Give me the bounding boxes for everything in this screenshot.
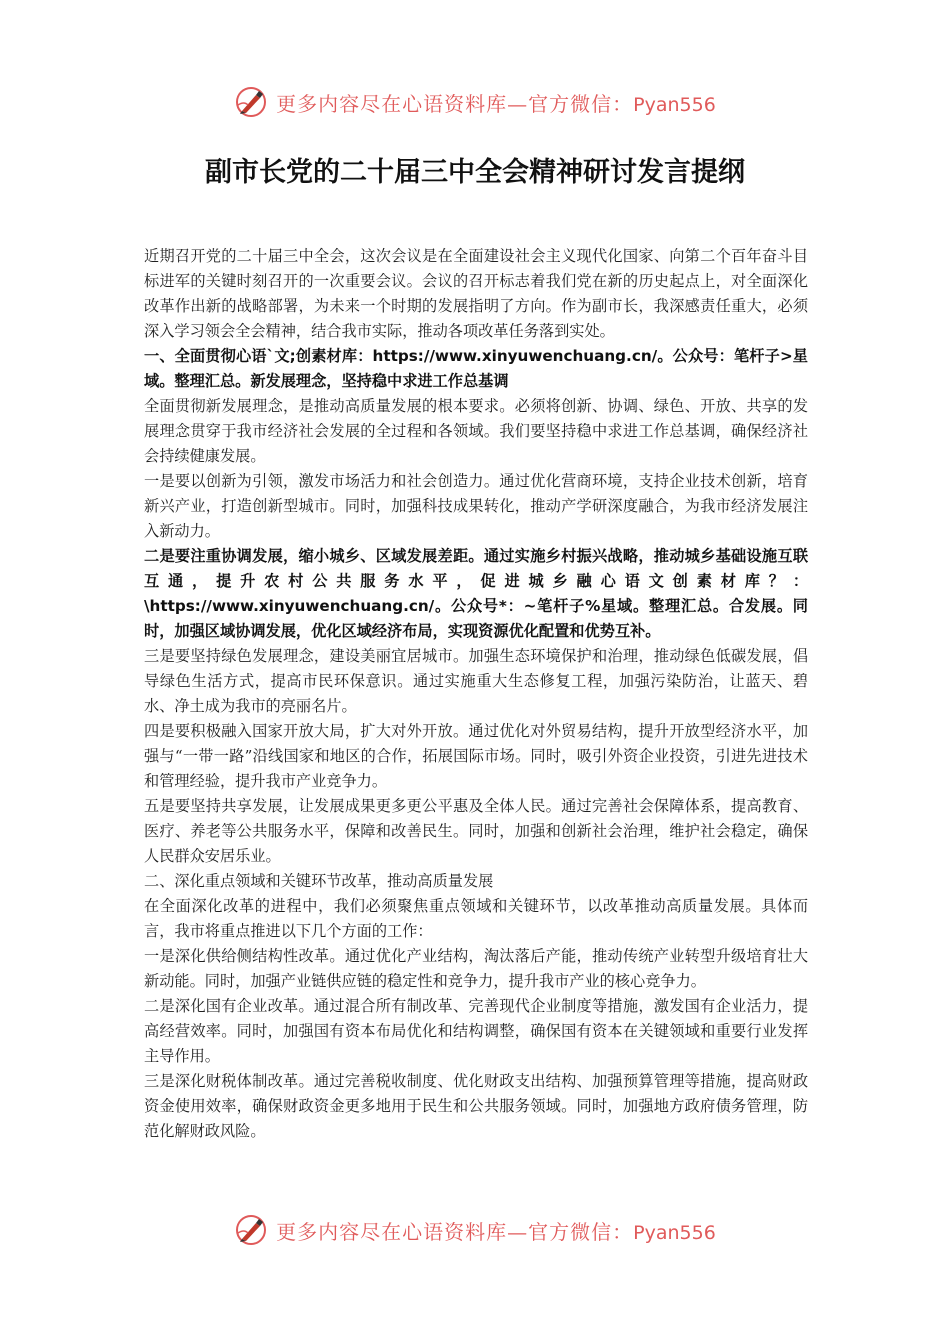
bold-paragraph: 二是要注重协调发展，缩小城乡、区域发展差距。通过实施乡村振兴战略，推动城乡基础设施互联互通，提升农村公共服务水平，促进城乡融心语文创素材库？：\https://www.xinyuwenchuang.cn/。公众号*：~笔杆子%星域。整理汇总。合发展。同时，加强区域协调发展，优化区域经济布局，实现资源优化配置和优势互补。 bbox=[144, 547, 808, 640]
body-paragraph: 三是深化财税体制改革。通过完善税收制度、优化财政支出结构、加强预算管理等措施，提高财政资金使用效率，确保财政资金更多地用于民生和公共服务领域。同时，加强地方政府债务管理，防范化解财政风险。 bbox=[144, 1072, 808, 1140]
section-heading-1: 一、全面贯彻心语`文;创素材库：https://www.xinyuwenchuang.cn/。公众号：笔杆子>星域。整理汇总。新发展理念，坚持稳中求进工作总基调 bbox=[144, 347, 808, 390]
pen-logo-icon bbox=[234, 1213, 268, 1247]
body-paragraph: 一是要以创新为引领，激发市场活力和社会创造力。通过优化营商环境，支持企业技术创新，培育新兴产业，打造创新型城市。同时，加强科技成果转化，推动产学研深度融合，为我市经济发展注入新动力。 bbox=[144, 472, 808, 540]
pen-logo-icon bbox=[234, 85, 268, 119]
wechat-id: Pyan556 bbox=[633, 93, 716, 116]
body-paragraph: 五是要坚持共享发展，让发展成果更多更公平惠及全体人民。通过完善社会保障体系，提高教育、医疗、养老等公共服务水平，保障和改善民生。同时，加强和创新社会治理，维护社会稳定，确保人民群众安居乐业。 bbox=[144, 797, 808, 865]
section-heading-2: 二、深化重点领域和关键环节改革，推动高质量发展 bbox=[144, 872, 494, 890]
watermark-text: 更多内容尽在心语资料库—官方微信：Pyan556 bbox=[276, 91, 716, 116]
intro-paragraph: 近期召开党的二十届三中全会，这次会议是在全面建设社会主义现代化国家、向第二个百年奋斗目标进军的关键时刻召开的一次重要会议。会议的召开标志着我们党在新的历史起点上，对全面深化改革作出新的战略部署，为未来一个时期的发展指明了方向。作为副市长，我深感责任重大，必须深入学习领会全会精神，结合我市实际，推动各项改革任务落到实处。 bbox=[144, 247, 808, 340]
footer-watermark-banner bbox=[0, 1208, 950, 1252]
document-title: 副市长党的二十届三中全会精神研讨发言提纲 bbox=[205, 157, 745, 188]
body-paragraph: 二是深化国有企业改革。通过混合所有制改革、完善现代企业制度等措施，激发国有企业活力，提高经营效率。同时，加强国有资本布局优化和结构调整，确保国有资本在关键领域和重要行业发挥主导作用。 bbox=[144, 997, 808, 1065]
watermark-text: 更多内容尽在心语资料库—官方微信：Pyan556 bbox=[276, 1219, 716, 1244]
header-watermark-banner bbox=[0, 80, 950, 124]
body-paragraph: 四是要积极融入国家开放大局，扩大对外开放。通过优化对外贸易结构，提升开放型经济水平，加强与“一带一路”沿线国家和地区的合作，拓展国际市场。同时，吸引外资企业投资，引进先进技术和管理经验，提升我市产业竞争力。 bbox=[144, 722, 808, 790]
body-paragraph: 三是要坚持绿色发展理念，建设美丽宜居城市。加强生态环境保护和治理，推动绿色低碳发展，倡导绿色生活方式，提高市民环保意识。通过实施重大生态修复工程，加强污染防治，让蓝天、碧水、净土成为我市的亮丽名片。 bbox=[144, 647, 808, 715]
body-paragraph: 在全面深化改革的进程中，我们必须聚焦重点领域和关键环节，以改革推动高质量发展。具体而言，我市将重点推进以下几个方面的工作： bbox=[144, 897, 808, 940]
wechat-id: Pyan556 bbox=[633, 1221, 716, 1244]
document-body bbox=[144, 244, 808, 1144]
body-paragraph: 全面贯彻新发展理念，是推动高质量发展的根本要求。必须将创新、协调、绿色、开放、共享的发展理念贯穿于我市经济社会发展的全过程和各领域。我们要坚持稳中求进工作总基调，确保经济社会持续健康发展。 bbox=[144, 397, 808, 465]
body-paragraph: 一是深化供给侧结构性改革。通过优化产业结构，淘汰落后产能，推动传统产业转型升级培育壮大新动能。同时，加强产业链供应链的稳定性和竞争力，提升我市产业的核心竞争力。 bbox=[144, 947, 808, 990]
